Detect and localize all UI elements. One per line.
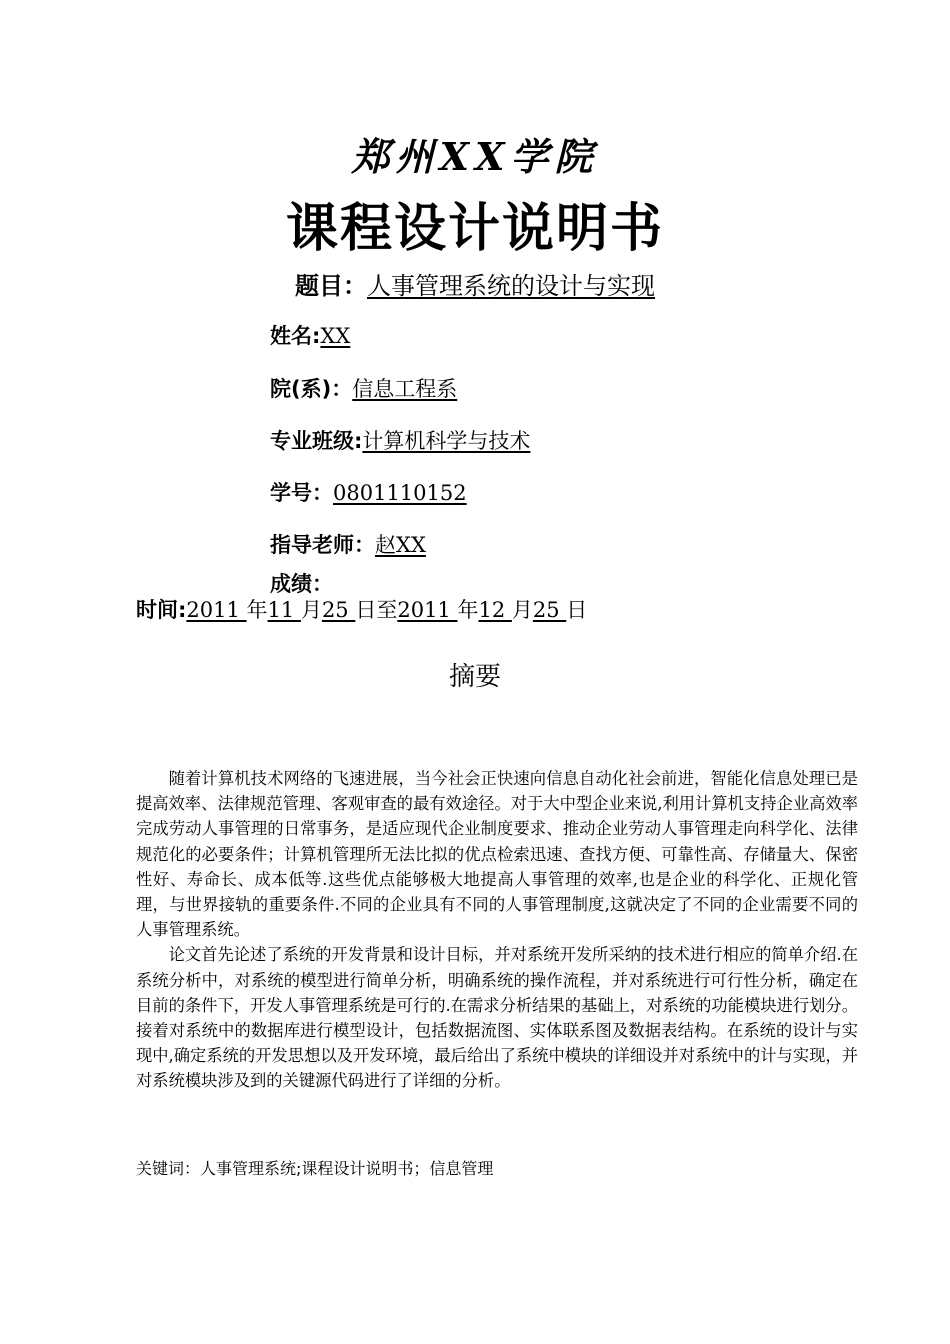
info-advisor <box>270 529 426 559</box>
month-char: 月 <box>300 598 322 622</box>
subject-value: 人事管理系统的设计与实现 <box>367 272 655 300</box>
subject-line <box>0 266 950 301</box>
info-label: 成绩： <box>270 572 333 596</box>
abstract-body <box>136 766 858 1094</box>
info-value: 计算机科学与技术 <box>362 429 531 453</box>
to-char: 至 <box>376 598 398 622</box>
info-label: 学号： <box>270 481 333 505</box>
start-year: 2011 <box>186 598 247 622</box>
info-value: 赵XX <box>375 533 426 557</box>
keywords: 关键词：人事管理系统;课程设计说明书；信息管理 <box>136 1159 494 1178</box>
abstract-paragraph: 随着计算机技术网络的飞速进展，当今社会正快速向信息自动化社会前进，智能化信息处理已是提高效率、法律规范管理、客观审查的最有效途径。对于大中型企业来说,利用计算机支持企业高效率完成劳动人事管理的日常事务，是适应现代企业制度要求、推动企业劳动人事管理走向科学化、法律规范化的必要条件；计算机管理所无法比拟的优点检索迅速、查找方便、可靠性高、存储量大、保密性好、寿命长、成本低等.这些优点能够极大地提高人事管理的效率,也是企业的科学化、正规化管理，与世界接轨的重要条件.不同的企业具有不同的人事管理制度,这就决定了不同的企业需要不同的人事管理系统。 <box>136 769 858 940</box>
info-department <box>270 373 457 403</box>
info-student-id <box>270 477 467 507</box>
college-name: 郑州XX学院 <box>351 134 599 179</box>
day-char: 日 <box>566 598 588 622</box>
info-major-class <box>270 425 530 455</box>
year-char: 年 <box>457 598 479 622</box>
start-day: 25 <box>321 598 356 622</box>
info-value: XX <box>320 324 351 348</box>
abstract-heading: 摘要 <box>448 662 501 692</box>
subject-label: 题目： <box>295 272 367 300</box>
end-month: 12 <box>478 598 512 622</box>
info-label: 指导老师： <box>270 533 375 557</box>
info-name <box>270 320 350 350</box>
document-title: 课程设计说明书 <box>285 199 664 259</box>
start-month: 11 <box>267 598 301 622</box>
year-char: 年 <box>246 598 268 622</box>
time-label: 时间: <box>136 598 187 622</box>
end-day: 25 <box>532 598 567 622</box>
info-label: 院(系)： <box>270 377 353 401</box>
end-year: 2011 <box>397 598 458 622</box>
info-label: 专业班级: <box>270 429 363 453</box>
info-value: 信息工程系 <box>352 377 458 401</box>
info-value: 0801110152 <box>333 481 467 505</box>
month-char: 月 <box>511 598 533 622</box>
info-label: 姓名: <box>270 324 321 348</box>
abstract-paragraph: 论文首先论述了系统的开发背景和设计目标，并对系统开发所采纳的技术进行相应的简单介绍.在系统分析中，对系统的模型进行简单分析，明确系统的操作流程，并对系统进行可行性分析，确定在目前的条件下，开发人事管理系统是可行的.在需求分析结果的基础上，对系统的功能模块进行划分。接着对系统中的数据库进行模型设计，包括数据流图、实体联系图及数据表结构。在系统的设计与实现中,确定系统的开发思想以及开发环境，最后给出了系统中模块的详细设并对系统中的计与实现，并对系统模块涉及到的关键源代码进行了详细的分析。 <box>136 945 858 1091</box>
time-line <box>136 594 587 624</box>
day-char: 日 <box>355 598 377 622</box>
